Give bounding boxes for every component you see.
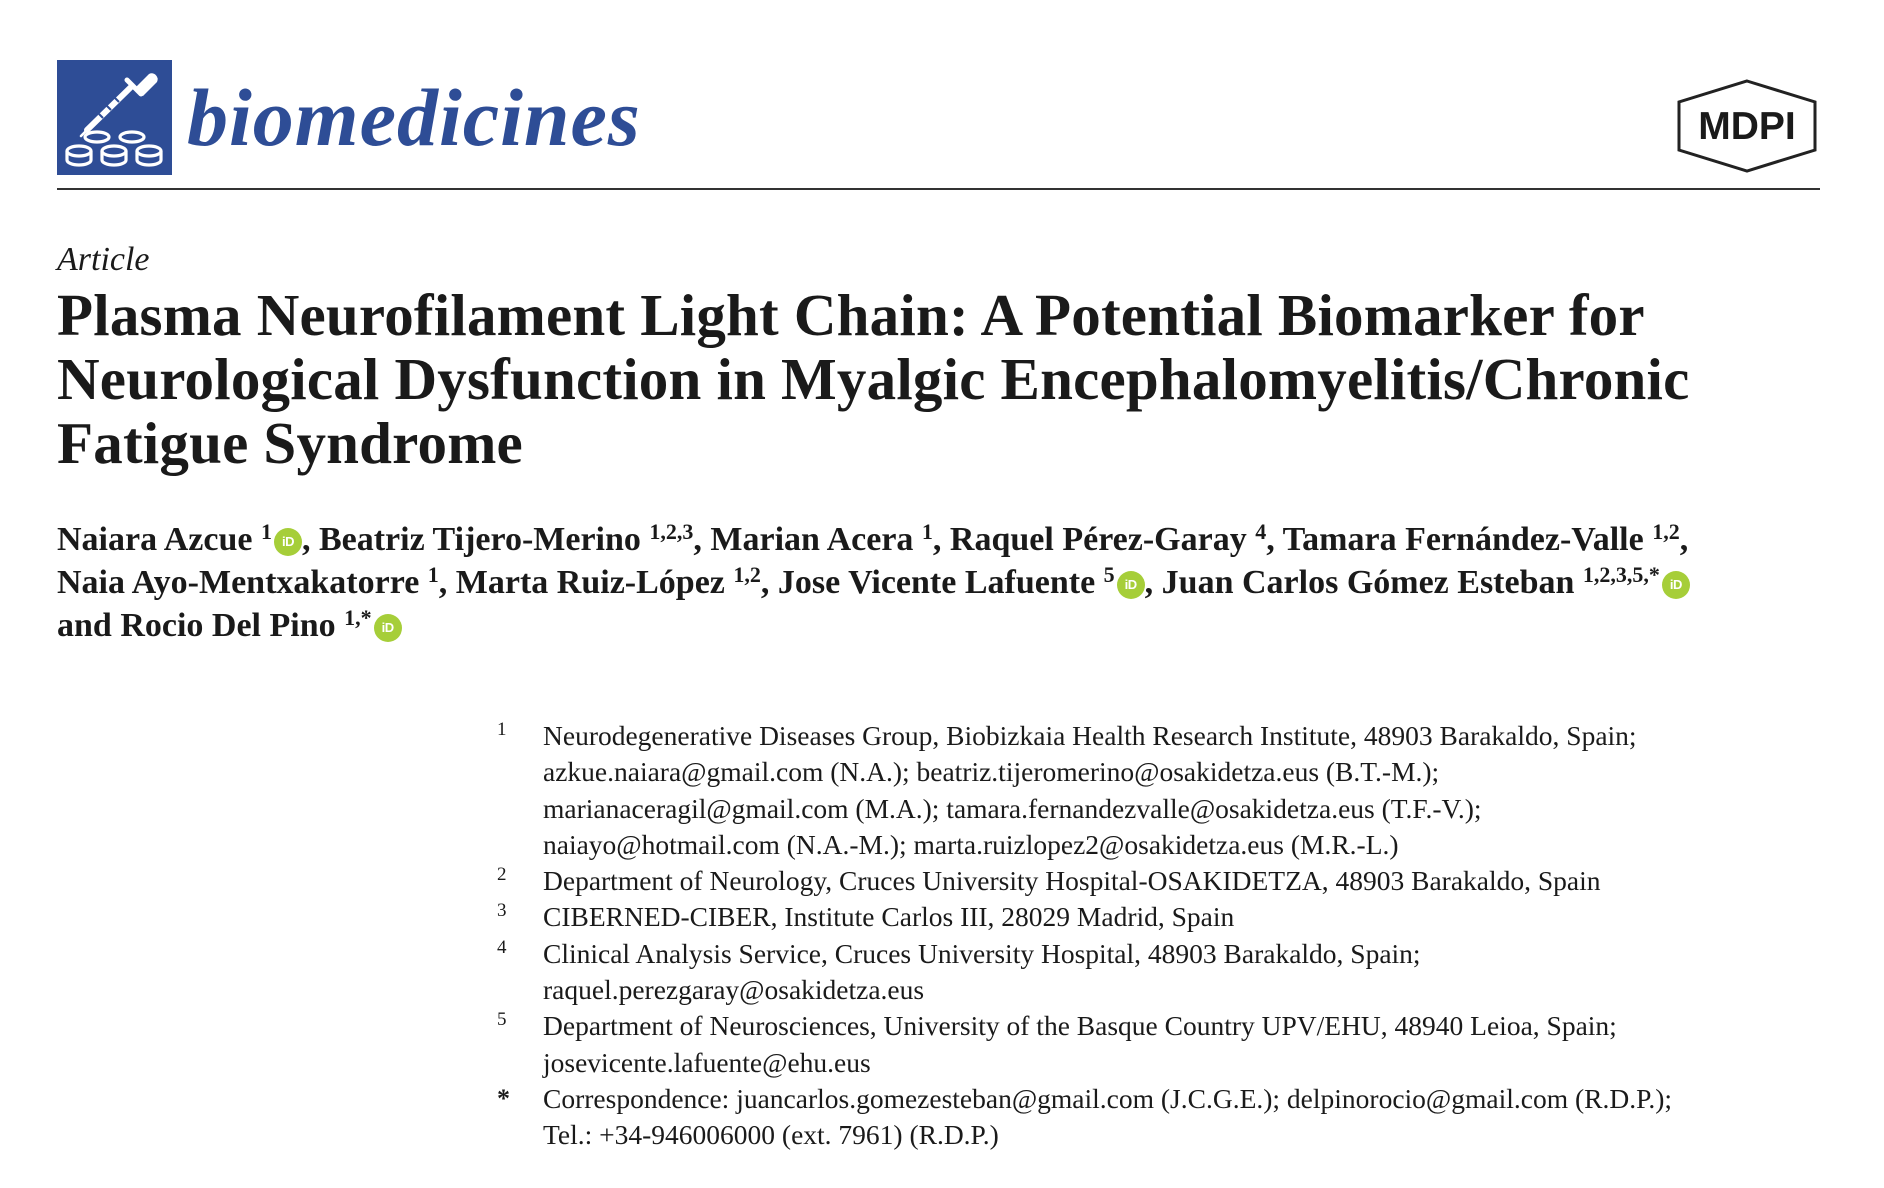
publisher-logo <box>1674 78 1820 174</box>
author-list <box>57 518 1837 647</box>
author-affiliation-marks: 1,2 <box>1652 519 1680 544</box>
author-affiliation-marks: 5 <box>1103 562 1115 587</box>
correspondence-entry <box>497 1081 1837 1154</box>
affiliation-entry <box>497 718 1837 863</box>
author-name: Beatriz Tijero-Merino <box>318 521 650 558</box>
orcid-icon[interactable]: iD <box>374 614 402 642</box>
affiliation-entry <box>497 1008 1837 1081</box>
author-affiliation-marks: 1,2 <box>733 562 761 587</box>
affiliation-line: Correspondence: juancarlos.gomezesteban@gmail.com (J.C.G.E.); delpinorocio@gmail.com (R.D.P.); <box>543 1082 1672 1114</box>
journal-header <box>57 58 1820 190</box>
author-affiliation-marks: 1,* <box>344 605 372 630</box>
affiliation-line: raquel.perezgaray@osakidetza.eus <box>543 974 925 1006</box>
author-name: Jose Vicente Lafuente <box>777 564 1104 601</box>
author-affiliation-marks: 1 <box>921 519 933 544</box>
author-affiliation-marks: 1 <box>427 562 439 587</box>
affiliations-list <box>497 718 1837 1154</box>
journal-name: biomedicines <box>187 72 641 163</box>
affiliation-mark: 1 <box>497 719 507 740</box>
author-separator: , <box>1144 564 1162 601</box>
author-name: Naia Ayo-Mentxakatorre <box>57 564 428 601</box>
affiliation-entry <box>497 899 1837 935</box>
author-separator: , <box>301 521 319 558</box>
author-affiliation-marks: 1,2,3,5,* <box>1582 562 1660 587</box>
author-name: Naiara Azcue <box>57 521 261 558</box>
affiliation-entry <box>497 863 1837 899</box>
affiliation-line: Clinical Analysis Service, Cruces University Hospital, 48903 Barakaldo, Spain; <box>543 937 1421 969</box>
author-name: and Rocio Del Pino <box>57 607 345 644</box>
orcid-icon[interactable]: iD <box>1117 571 1145 599</box>
author-separator: , <box>1679 521 1689 558</box>
orcid-icon[interactable]: iD <box>274 528 302 556</box>
affiliation-mark: 5 <box>497 1009 507 1031</box>
author-affiliation-marks: 1 <box>260 519 272 544</box>
author-affiliation-marks: 4 <box>1255 519 1267 544</box>
affiliation-mark: 3 <box>497 900 507 922</box>
author-name: Marian Acera <box>710 521 922 558</box>
author-separator: , <box>693 521 711 558</box>
author-separator: , <box>932 521 950 558</box>
pipette-petri-icon <box>57 60 172 175</box>
affiliation-line: CIBERNED-CIBER, Institute Carlos III, 28029 Madrid, Spain <box>543 901 1235 933</box>
affiliation-entry <box>497 936 1837 1009</box>
orcid-icon[interactable]: iD <box>1662 571 1690 599</box>
affiliation-line: Department of Neurosciences, University of the Basque Country UPV/EHU, 48940 Leioa, Spain; <box>543 1010 1617 1042</box>
affiliation-line: Department of Neurology, Cruces University Hospital-OSAKIDETZA, 48903 Barakaldo, Spain <box>543 865 1601 897</box>
affiliation-line: josevicente.lafuente@ehu.eus <box>543 1046 871 1078</box>
affiliation-line: Tel.: +34-946006000 (ext. 7961) (R.D.P.) <box>543 1119 999 1151</box>
affiliation-mark: * <box>497 1083 510 1113</box>
author-separator: , <box>1266 521 1283 558</box>
affiliation-line: marianaceragil@gmail.com (M.A.); tamara.fernandezvalle@osakidetza.eus (T.F.-V.); <box>543 792 1482 824</box>
author-name: Marta Ruiz-López <box>455 564 734 601</box>
article-title: Plasma Neurofilament Light Chain: A Potential Biomarker for Neurological Dysfunction in Myalgic Encephalomyelitis/Chronic Fatigue Syndrome <box>57 282 1690 476</box>
affiliation-mark: 4 <box>497 936 507 958</box>
author-name: Raquel Pérez-Garay <box>949 521 1256 558</box>
publisher-name: MDPI <box>1698 105 1796 148</box>
author-separator: , <box>760 564 778 601</box>
author-name: Juan Carlos Gómez Esteban <box>1161 564 1583 601</box>
author-separator: , <box>438 564 456 601</box>
article-type: Article <box>57 241 150 278</box>
header-divider <box>57 188 1820 190</box>
author-affiliation-marks: 1,2,3 <box>649 519 694 544</box>
author-name: Tamara Fernández-Valle <box>1282 521 1653 558</box>
affiliation-line: Neurodegenerative Diseases Group, Biobizkaia Health Research Institute, 48903 Barakaldo, Spain; <box>543 720 1637 751</box>
affiliation-line: naiayo@hotmail.com (N.A.-M.); marta.ruizlopez2@osakidetza.eus (M.R.-L.) <box>543 828 1399 860</box>
affiliation-mark: 2 <box>497 864 507 886</box>
affiliation-line: azkue.naiara@gmail.com (N.A.); beatriz.tijeromerino@osakidetza.eus (B.T.-M.); <box>543 756 1440 788</box>
